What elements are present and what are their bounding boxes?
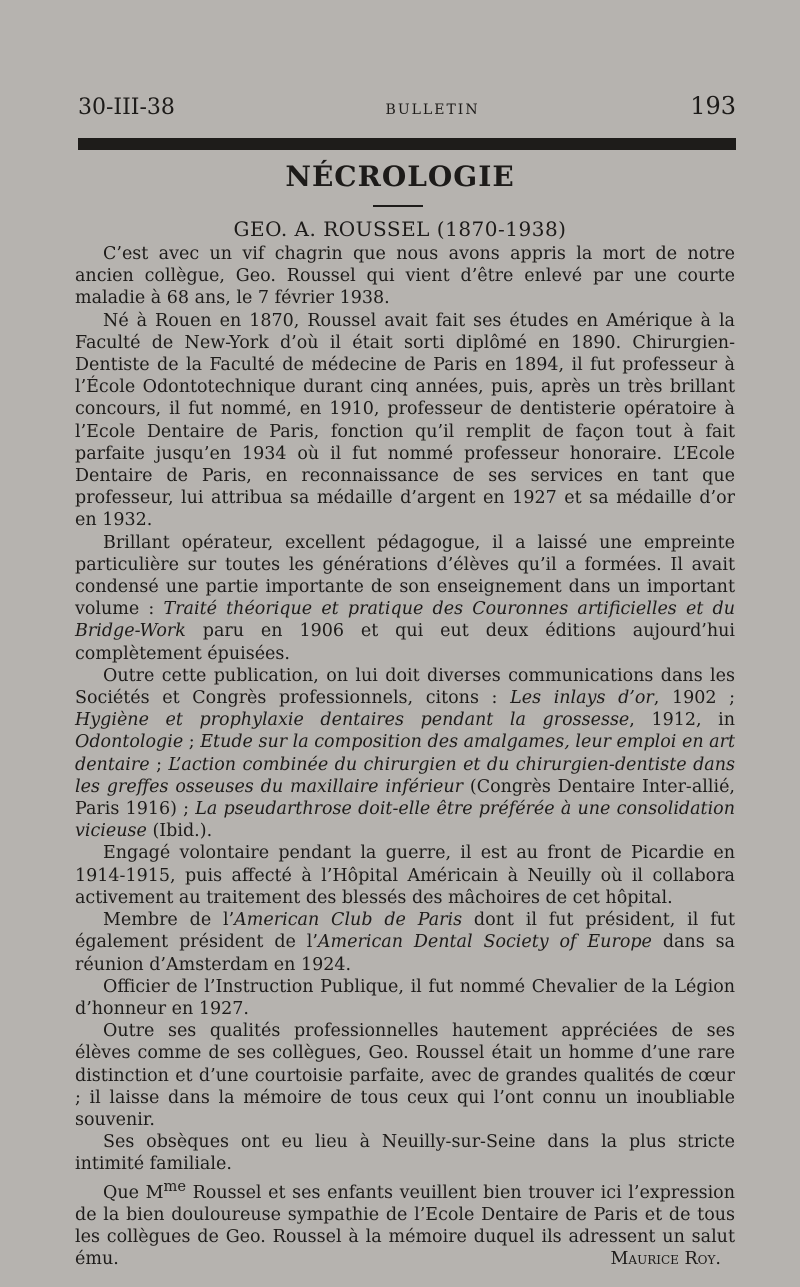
publication-title: L’action combinée du chirurgien et du chirurgien-dentiste dans les greffes osseuses du maxillaire inférieur [75, 754, 735, 797]
paragraph: Outre cette publication, on lui doit diverses communications dans les Sociétés et Congrès professionnels, citons : Les inlays d’or, 1902 ; Hygiène et prophylaxie dentaires pendant la grossesse, 1912, in Odontologie ; Etude sur la composition des amalgames, leur emploi en art dentaire ; L’action combinée du chirurgien et du chirurgien-dentiste dans les greffes osseuses du maxillaire inférieur (Congrès Dentaire Inter-allié, Paris 1916) ; La pseudarthrose doit-elle être préférée à une consolidation vicieuse (Ibid.). [75, 665, 736, 842]
header-rule [78, 138, 736, 150]
page-number: 193 [690, 92, 736, 120]
publication-title: Hygiène et prophylaxie dentaires pendant la grossesse [75, 710, 630, 731]
article-body [75, 243, 735, 1270]
publication-title: Etude sur la composition des amalgames, leur emploi en art dentaire [75, 732, 735, 775]
obituary-heading: GEO. A. ROUSSEL (1870-1938) [233, 217, 567, 241]
publication-title: Les inlays d’or [510, 688, 654, 709]
paragraph: Brillant opérateur, excellent pédagogue, il a laissé une empreinte particulière sur toutes les générations d’élèves qu’il a formées. Il avait condensé une partie importante de son enseignement dans un important volume : Traité théorique et pratique des Couronnes artificielles et du Bridge-Work paru en 1906 et qui eut deux éditions aujourd’hui complètement épuisées. [75, 532, 736, 664]
paragraph: Membre de l’American Club de Paris dont il fut président, il fut également président de l’American Dental Society of Europe dans sa réunion d’Amsterdam en 1924. [75, 910, 735, 975]
paragraph: Né à Rouen en 1870, Roussel avait fait ses études en Amérique à la Faculté de New-York d’où il était sorti diplômé en 1890. Chirurgien-Dentiste de la Faculté de médecine de Paris en 1894, il fut professeur à l’École Odontotechnique durant cinq années, puis, après un très brillant concours, il fut nommé, en 1910, professeur de dentisterie opératoire à l’Ecole Dentaire de Paris, fonction qu’il remplit de façon tout à fait parfaite jusqu’en 1934 où il fut nommé professeur honoraire. L’Ecole Dentaire de Paris, en reconnaissance de ses services en tant que professeur, lui attribua sa médaille d’argent en 1927 et sa médaille d’or en 1932. [75, 310, 735, 531]
paragraph: Que $M^{me}$ Roussel et ses enfants veuillent bien trouver ici l’expression de la bien douloureuse sympathie de l’Ecole Dentaire de Paris et de tous les collègues de Geo. Roussel à la mémoire duquel ils adressent un salut ému. [75, 1177, 735, 1269]
publication-title: La pseudarthrose doit-elle être préférée à une consolidation vicieuse [75, 799, 735, 842]
paragraph: Ses obsèques ont eu lieu à Neuilly-sur-Seine dans la plus stricte intimité familiale. [75, 1132, 735, 1175]
journal-title: Odontologie [75, 732, 184, 753]
title-underline [373, 205, 423, 207]
paragraph: Outre ses qualités professionnelles hautement appréciées de ses élèves comme de ses collègues, Geo. Roussel était un homme d’une rare distinction et d’une courtoisie parfaite, avec de grandes qualités de cœur ; il laisse dans la mémoire de tous ceux qui l’ont connu un inoubliable souvenir. [75, 1021, 735, 1130]
journal-name: BULLETIN [385, 102, 480, 118]
paragraph: Officier de l’Instruction Publique, il fut nommé Chevalier de la Légion d’honneur en 1927. [75, 976, 735, 1019]
paragraph: Engagé volontaire pendant la guerre, il est au front de Picardie en 1914-1915, puis affecté à l’Hôpital Américain à Neuilly où il collabora activement au traitement des blessés des mâchoires de cet hôpital. [75, 843, 735, 908]
issue-date: 30-III-38 [78, 95, 175, 120]
section-title: NÉCROLOGIE [285, 160, 515, 193]
organization-name: American Club de Paris [234, 910, 463, 931]
running-header [78, 92, 736, 120]
organization-name: American Dental Society of Europe [317, 932, 652, 953]
paragraph: C’est avec un vif chagrin que nous avons appris la mort de notre ancien collègue, Geo. Roussel qui vient d’être enlevé par une courte maladie à 68 ans, le 7 février 1938. [75, 244, 735, 309]
signature: Maurice Roy. [610, 1249, 721, 1270]
book-title: Traité théorique et pratique des Couronnes artificielles et du Bridge-Work [75, 599, 736, 642]
